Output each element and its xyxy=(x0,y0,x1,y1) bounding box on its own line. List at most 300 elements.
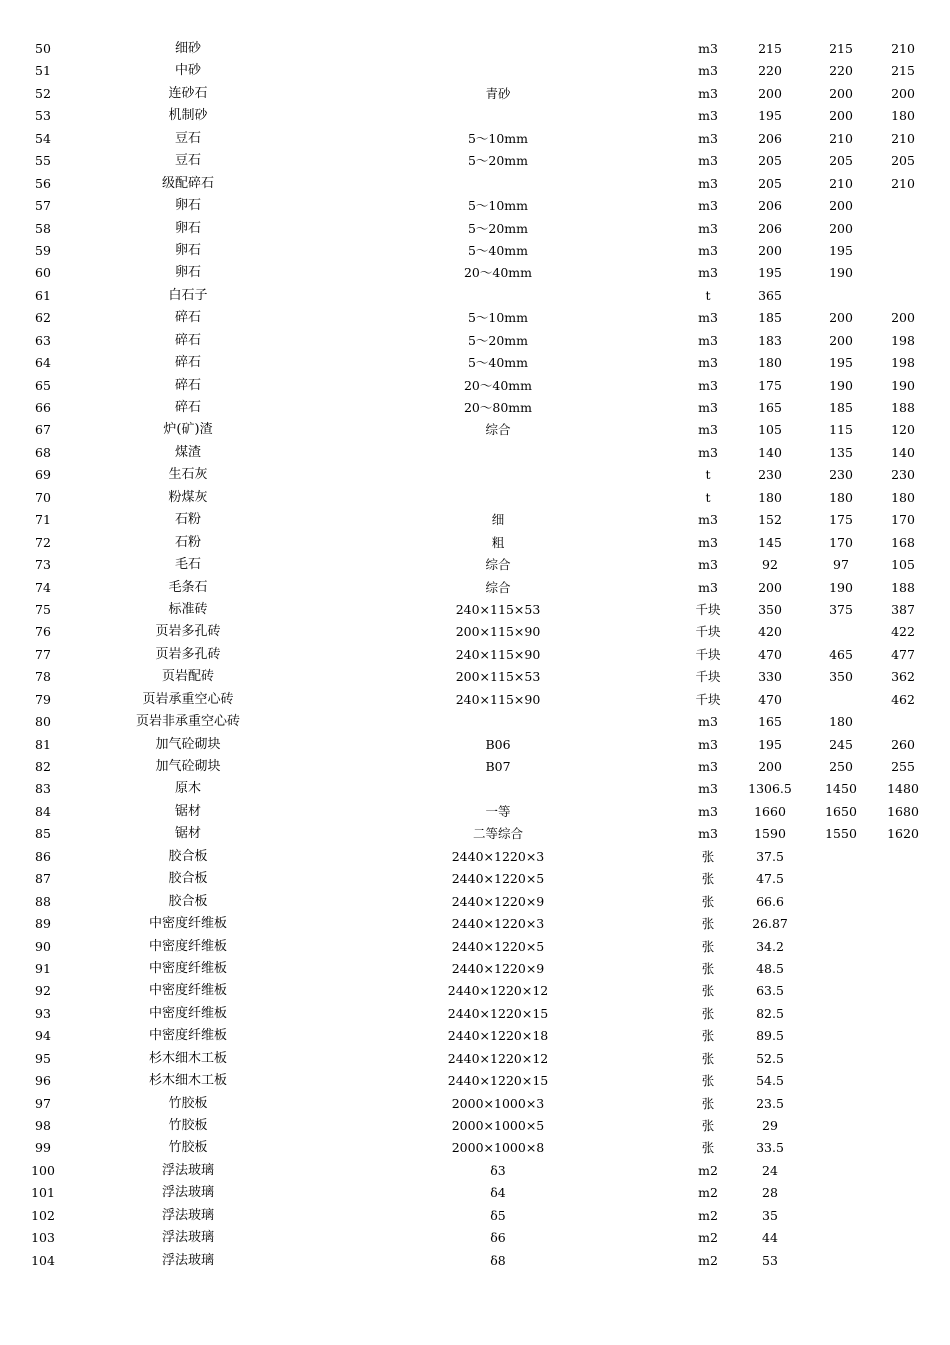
material-name: 浮法玻璃 xyxy=(161,1185,214,1201)
price-col-3: 105 xyxy=(891,557,915,573)
material-name: 石粉 xyxy=(174,534,201,550)
price-col-2 xyxy=(806,621,876,643)
price-col-3 xyxy=(868,936,938,958)
material-name: 白石子 xyxy=(168,287,208,303)
material-spec: 5～20mm xyxy=(467,332,529,348)
row-number: 65 xyxy=(35,377,51,393)
price-col-1: 29 xyxy=(762,1118,778,1133)
price-col-2: 465 xyxy=(829,646,853,662)
table-row xyxy=(0,1070,950,1092)
table-row xyxy=(0,38,950,60)
material-name: 炉(矿)渣 xyxy=(163,422,213,438)
price-col-1: 140 xyxy=(758,444,782,460)
row-number: 70 xyxy=(35,489,51,505)
price-col-1: 35 xyxy=(762,1207,778,1223)
price-col-3: 1680 xyxy=(887,803,919,819)
unit: 千块 xyxy=(695,669,721,685)
price-col-3 xyxy=(868,1093,938,1115)
table-row xyxy=(0,599,950,621)
material-name: 竹胶板 xyxy=(168,1118,208,1133)
material-spec: 2440×1220×18 xyxy=(447,1028,549,1044)
price-col-1: 92 xyxy=(762,557,778,573)
price-col-1: 365 xyxy=(758,287,782,303)
price-col-2 xyxy=(806,913,876,935)
material-spec: δ4 xyxy=(490,1185,506,1201)
table-row xyxy=(0,419,950,441)
row-number: 56 xyxy=(35,175,51,191)
table-row xyxy=(0,913,950,935)
unit: 张 xyxy=(701,1140,715,1156)
price-col-1: 26.87 xyxy=(752,916,788,932)
unit: m3 xyxy=(698,332,718,348)
price-col-1: 220 xyxy=(758,63,782,79)
unit: m3 xyxy=(698,198,718,214)
material-spec xyxy=(388,285,608,307)
row-number: 103 xyxy=(31,1230,55,1246)
price-col-3: 362 xyxy=(891,669,915,685)
material-spec xyxy=(388,442,608,464)
row-number: 100 xyxy=(31,1162,55,1178)
material-name: 页岩多孔砖 xyxy=(155,646,221,662)
price-col-3 xyxy=(868,1160,938,1182)
material-spec xyxy=(388,711,608,733)
table-row xyxy=(0,532,950,554)
material-spec: 20～40mm xyxy=(463,377,533,393)
price-col-3 xyxy=(868,1115,938,1137)
price-col-3 xyxy=(868,218,938,240)
table-row xyxy=(0,666,950,688)
price-col-3: 477 xyxy=(891,646,915,662)
material-name: 碎石 xyxy=(174,400,201,415)
table-row xyxy=(0,621,950,643)
price-col-2 xyxy=(806,285,876,307)
price-col-2 xyxy=(806,936,876,958)
material-spec: 2440×1220×12 xyxy=(447,983,549,999)
material-spec: 2000×1000×3 xyxy=(451,1095,545,1111)
material-name: 中密度纤维板 xyxy=(148,960,227,976)
price-col-1: 200 xyxy=(758,759,782,774)
row-number: 73 xyxy=(35,557,51,573)
unit: m3 xyxy=(698,803,718,819)
price-col-2 xyxy=(806,1227,876,1249)
row-number: 90 xyxy=(35,938,51,954)
material-name: 杉木细木工板 xyxy=(148,1050,227,1066)
price-col-2: 185 xyxy=(829,400,853,415)
unit: m3 xyxy=(698,175,718,191)
material-name: 碎石 xyxy=(174,332,201,348)
row-number: 104 xyxy=(31,1252,55,1268)
table-row xyxy=(0,1250,950,1272)
price-col-1: 23.5 xyxy=(756,1095,784,1111)
price-col-2: 1650 xyxy=(825,803,857,819)
unit: 张 xyxy=(701,871,715,887)
price-col-3: 200 xyxy=(891,310,915,326)
price-col-1: 53 xyxy=(762,1252,778,1268)
material-name: 加气砼砌块 xyxy=(155,736,221,752)
table-row xyxy=(0,487,950,509)
price-col-3: 1480 xyxy=(887,781,919,797)
table-row xyxy=(0,1182,950,1204)
price-col-2 xyxy=(806,1137,876,1159)
price-col-2: 1450 xyxy=(825,781,857,797)
row-number: 92 xyxy=(35,983,51,999)
price-col-1: 206 xyxy=(758,220,782,236)
material-name: 粉煤灰 xyxy=(168,489,208,505)
table-row xyxy=(0,150,950,172)
material-name: 卵石 xyxy=(174,265,201,281)
row-number: 89 xyxy=(35,916,51,932)
row-number: 101 xyxy=(31,1185,55,1201)
material-name: 机制砂 xyxy=(168,108,208,124)
price-col-3 xyxy=(868,262,938,284)
unit: m3 xyxy=(698,714,718,730)
material-spec: δ6 xyxy=(490,1230,506,1246)
row-number: 77 xyxy=(35,646,51,662)
price-col-3 xyxy=(868,1227,938,1249)
unit: t xyxy=(705,467,711,483)
unit: m3 xyxy=(698,265,718,281)
table-row xyxy=(0,307,950,329)
row-number: 71 xyxy=(35,512,51,528)
material-spec xyxy=(388,173,608,195)
row-number: 61 xyxy=(35,287,51,303)
price-col-3 xyxy=(868,195,938,217)
material-name: 锯材 xyxy=(174,826,201,842)
price-col-2: 350 xyxy=(829,669,853,685)
price-col-1: 66.6 xyxy=(756,893,784,909)
table-row xyxy=(0,778,950,800)
price-col-2 xyxy=(806,868,876,890)
table-row xyxy=(0,1137,950,1159)
price-col-3: 260 xyxy=(891,736,915,752)
price-col-2: 190 xyxy=(829,377,853,393)
price-col-1: 82.5 xyxy=(756,1005,784,1021)
material-name: 毛条石 xyxy=(168,579,208,595)
price-col-3 xyxy=(868,1250,938,1272)
table-row xyxy=(0,891,950,913)
unit: m2 xyxy=(698,1185,718,1201)
price-col-1: 47.5 xyxy=(756,871,784,887)
price-col-3: 120 xyxy=(891,422,915,438)
price-col-1: 195 xyxy=(758,265,782,281)
material-spec: 2440×1220×5 xyxy=(451,938,545,954)
price-col-2: 200 xyxy=(829,220,853,236)
price-col-1: 34.2 xyxy=(756,938,784,954)
material-spec: 青砂 xyxy=(485,85,511,101)
material-spec: 2440×1220×9 xyxy=(451,893,545,909)
price-col-1: 205 xyxy=(758,175,782,191)
material-name: 中密度纤维板 xyxy=(148,916,227,932)
price-col-2: 230 xyxy=(829,467,853,483)
material-name: 胶合板 xyxy=(168,893,208,909)
material-name: 卵石 xyxy=(174,220,201,236)
price-col-2: 200 xyxy=(829,332,853,348)
material-spec: 综合 xyxy=(485,557,511,573)
price-col-3: 180 xyxy=(891,489,915,505)
price-col-2: 210 xyxy=(829,175,853,191)
row-number: 80 xyxy=(35,714,51,730)
price-col-1: 195 xyxy=(758,108,782,124)
price-col-1: 37.5 xyxy=(756,848,784,864)
price-col-1: 165 xyxy=(758,400,782,415)
price-col-2 xyxy=(806,689,876,711)
price-col-2: 135 xyxy=(829,444,853,460)
unit: m3 xyxy=(698,400,718,415)
price-col-2 xyxy=(806,891,876,913)
price-col-1: 206 xyxy=(758,198,782,214)
material-spec: δ5 xyxy=(490,1207,506,1223)
material-spec: 5～40mm xyxy=(467,355,529,371)
row-number: 78 xyxy=(35,669,51,685)
price-col-1: 200 xyxy=(758,579,782,595)
unit: m2 xyxy=(698,1207,718,1223)
unit: m3 xyxy=(698,310,718,326)
material-spec: 2440×1220×15 xyxy=(447,1073,549,1089)
unit: m2 xyxy=(698,1252,718,1268)
price-col-1: 215 xyxy=(758,41,782,56)
material-spec: 240×115×90 xyxy=(455,691,541,707)
material-spec: δ8 xyxy=(490,1252,506,1268)
price-col-1: 350 xyxy=(758,601,782,617)
table-row xyxy=(0,644,950,666)
unit: m3 xyxy=(698,512,718,528)
row-number: 62 xyxy=(35,310,51,326)
unit: 张 xyxy=(701,1118,715,1133)
price-col-2: 215 xyxy=(829,41,853,56)
material-name: 中密度纤维板 xyxy=(148,1028,227,1044)
price-col-1: 48.5 xyxy=(756,960,784,976)
price-col-3 xyxy=(868,868,938,890)
material-name: 页岩配砖 xyxy=(161,669,214,685)
material-name: 加气砼砌块 xyxy=(155,759,221,774)
unit: m3 xyxy=(698,153,718,169)
price-col-1: 470 xyxy=(758,691,782,707)
material-spec: 细 xyxy=(491,512,505,528)
table-row xyxy=(0,1048,950,1070)
material-spec: 20～40mm xyxy=(463,265,533,281)
material-name: 浮法玻璃 xyxy=(161,1252,214,1268)
price-col-3 xyxy=(868,980,938,1002)
unit: 张 xyxy=(701,983,715,999)
price-col-3: 1620 xyxy=(887,826,919,842)
material-name: 标准砖 xyxy=(168,601,208,617)
row-number: 55 xyxy=(35,153,51,169)
material-name: 页岩承重空心砖 xyxy=(142,691,234,707)
row-number: 51 xyxy=(35,63,51,79)
unit: m3 xyxy=(698,736,718,752)
price-col-2: 245 xyxy=(829,736,853,752)
table-row xyxy=(0,958,950,980)
material-spec: 5～20mm xyxy=(467,220,529,236)
unit: m2 xyxy=(698,1162,718,1178)
material-name: 中砂 xyxy=(174,63,201,79)
material-spec: 2440×1220×15 xyxy=(447,1005,549,1021)
material-spec xyxy=(388,464,608,486)
price-col-3: 188 xyxy=(891,400,915,415)
price-col-3: 140 xyxy=(891,444,915,460)
unit: 千块 xyxy=(695,646,721,662)
material-spec: 2440×1220×12 xyxy=(447,1050,549,1066)
table-row xyxy=(0,330,950,352)
material-spec xyxy=(388,778,608,800)
price-col-2: 97 xyxy=(833,557,849,573)
price-col-1: 44 xyxy=(762,1230,778,1246)
price-col-3 xyxy=(868,1048,938,1070)
row-number: 50 xyxy=(35,41,51,56)
material-name: 竹胶板 xyxy=(168,1095,208,1111)
material-name: 浮法玻璃 xyxy=(161,1230,214,1246)
material-spec: 20～80mm xyxy=(463,400,533,415)
material-price-table xyxy=(0,38,950,1272)
price-col-2: 190 xyxy=(829,579,853,595)
price-col-1: 205 xyxy=(758,153,782,169)
row-number: 63 xyxy=(35,332,51,348)
unit: t xyxy=(705,489,711,505)
price-col-2 xyxy=(806,1205,876,1227)
material-spec xyxy=(388,105,608,127)
table-row xyxy=(0,464,950,486)
unit: m3 xyxy=(698,85,718,101)
material-name: 卵石 xyxy=(174,198,201,214)
price-col-2 xyxy=(806,980,876,1002)
unit: 千块 xyxy=(695,601,721,617)
price-col-1: 183 xyxy=(758,332,782,348)
unit: m3 xyxy=(698,63,718,79)
price-col-3: 198 xyxy=(891,355,915,371)
price-col-2 xyxy=(806,958,876,980)
material-spec: 240×115×53 xyxy=(455,601,541,617)
price-col-2: 220 xyxy=(829,63,853,79)
price-col-3: 215 xyxy=(891,63,915,79)
price-col-2 xyxy=(806,1250,876,1272)
row-number: 87 xyxy=(35,871,51,887)
table-row xyxy=(0,240,950,262)
material-name: 卵石 xyxy=(174,242,201,258)
price-col-2: 195 xyxy=(829,355,853,371)
unit: 张 xyxy=(701,893,715,909)
price-col-2: 190 xyxy=(829,265,853,281)
material-spec: 2440×1220×3 xyxy=(451,916,545,932)
price-col-2 xyxy=(806,1182,876,1204)
row-number: 58 xyxy=(35,220,51,236)
price-col-3 xyxy=(868,1137,938,1159)
price-col-2: 200 xyxy=(829,310,853,326)
material-spec: B06 xyxy=(485,736,511,752)
unit: 张 xyxy=(701,848,715,864)
row-number: 52 xyxy=(35,85,51,101)
material-name: 竹胶板 xyxy=(168,1140,208,1156)
material-spec: 综合 xyxy=(485,579,511,595)
price-col-1: 1660 xyxy=(754,803,786,819)
price-col-3: 190 xyxy=(891,377,915,393)
table-row xyxy=(0,1003,950,1025)
unit: 张 xyxy=(701,1005,715,1021)
table-row xyxy=(0,285,950,307)
row-number: 64 xyxy=(35,355,51,371)
price-col-2: 115 xyxy=(829,422,853,438)
row-number: 75 xyxy=(35,601,51,617)
unit: t xyxy=(705,287,711,303)
price-col-1: 89.5 xyxy=(756,1028,784,1044)
price-col-3 xyxy=(868,891,938,913)
price-col-3: 168 xyxy=(891,534,915,550)
material-spec: 一等 xyxy=(485,803,511,819)
unit: 张 xyxy=(701,1050,715,1066)
price-col-3 xyxy=(868,1182,938,1204)
material-spec: 2440×1220×5 xyxy=(451,871,545,887)
table-row xyxy=(0,128,950,150)
unit: 张 xyxy=(701,1073,715,1089)
material-name: 浮法玻璃 xyxy=(161,1162,214,1178)
row-number: 84 xyxy=(35,803,51,819)
unit: m3 xyxy=(698,377,718,393)
material-name: 石粉 xyxy=(174,512,201,528)
row-number: 53 xyxy=(35,108,51,124)
table-row xyxy=(0,83,950,105)
price-col-2: 195 xyxy=(829,242,853,258)
table-row xyxy=(0,868,950,890)
material-name: 原木 xyxy=(174,781,201,797)
row-number: 72 xyxy=(35,534,51,550)
material-spec: 粗 xyxy=(491,534,505,550)
price-col-3: 210 xyxy=(891,41,915,56)
material-name: 级配碎石 xyxy=(161,175,214,191)
row-number: 97 xyxy=(35,1095,51,1111)
material-spec: 2440×1220×3 xyxy=(451,848,545,864)
price-col-3 xyxy=(868,1070,938,1092)
material-spec: 5～40mm xyxy=(467,242,529,258)
material-name: 页岩非承重空心砖 xyxy=(135,714,240,730)
table-row xyxy=(0,1025,950,1047)
material-name: 杉木细木工板 xyxy=(148,1073,227,1089)
unit: m2 xyxy=(698,1230,718,1246)
table-row xyxy=(0,509,950,531)
material-name: 页岩多孔砖 xyxy=(155,624,221,640)
material-name: 碎石 xyxy=(174,310,201,326)
material-spec: 200×115×90 xyxy=(455,624,541,640)
price-col-1: 105 xyxy=(758,422,782,438)
price-col-3 xyxy=(868,846,938,868)
unit: m3 xyxy=(698,355,718,371)
row-number: 57 xyxy=(35,198,51,214)
material-name: 胶合板 xyxy=(168,848,208,864)
unit: m3 xyxy=(698,759,718,774)
row-number: 94 xyxy=(35,1028,51,1044)
price-col-2: 200 xyxy=(829,85,853,101)
material-name: 连砂石 xyxy=(168,85,208,101)
row-number: 86 xyxy=(35,848,51,864)
price-col-2: 180 xyxy=(829,714,853,730)
row-number: 98 xyxy=(35,1118,51,1133)
row-number: 76 xyxy=(35,624,51,640)
material-name: 豆石 xyxy=(174,130,201,146)
table-row xyxy=(0,823,950,845)
price-col-3 xyxy=(868,240,938,262)
unit: m3 xyxy=(698,422,718,438)
price-col-3: 170 xyxy=(891,512,915,528)
row-number: 67 xyxy=(35,422,51,438)
unit: m3 xyxy=(698,444,718,460)
price-col-2 xyxy=(806,846,876,868)
table-row xyxy=(0,711,950,733)
price-col-2: 210 xyxy=(829,130,853,146)
material-name: 胶合板 xyxy=(168,871,208,887)
row-number: 79 xyxy=(35,691,51,707)
price-col-1: 54.5 xyxy=(756,1073,784,1089)
price-col-1: 206 xyxy=(758,130,782,146)
row-number: 82 xyxy=(35,759,51,774)
row-number: 69 xyxy=(35,467,51,483)
